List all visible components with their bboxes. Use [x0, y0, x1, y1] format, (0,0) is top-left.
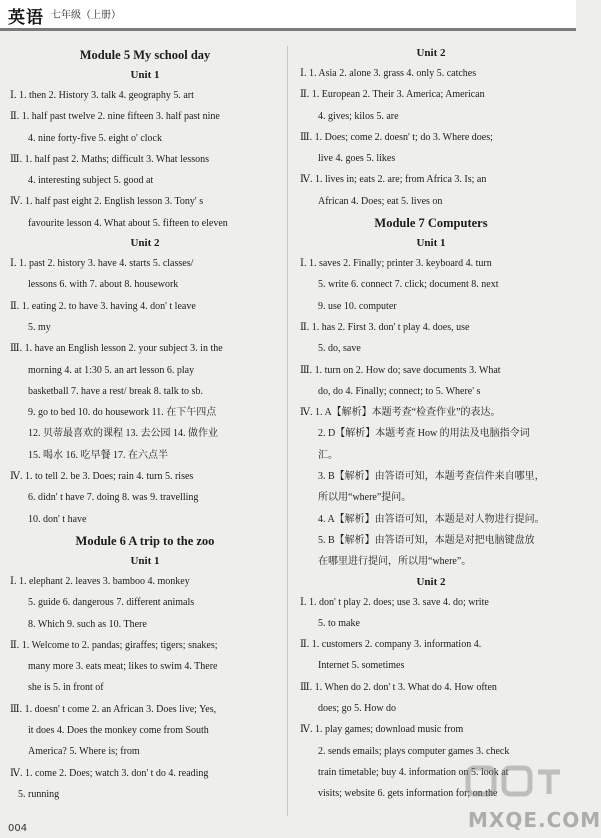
unit-title: Unit 2: [130, 237, 160, 250]
answer-line: Ⅱ. 1. eating 2. to have 3. having 4. don' t leave: [10, 300, 196, 312]
module-title: Module 7 Computers: [374, 216, 488, 231]
answer-line: 5. do, save: [318, 343, 361, 355]
answer-line: 5. to make: [318, 617, 360, 629]
answer-line: 5. write 6. connect 7. click; document 8. next: [318, 279, 499, 291]
answer-line: Ⅲ. 1. Does; come 2. doesn' t; do 3. Where does;: [300, 131, 493, 143]
answer-line: visits; website 6. gets information for; on the: [318, 788, 498, 800]
unit-title: Unit 2: [416, 47, 446, 59]
left-column: [10, 44, 280, 805]
answer-line: Ⅱ. 1. Welcome to 2. pandas; giraffes; tigers; snakes;: [10, 639, 218, 651]
answer-line: Ⅲ. 1. half past 2. Maths; difficult 3. What lessons: [10, 153, 209, 165]
answer-line: 4. nine forty-five 5. eight o' clock: [28, 132, 162, 144]
answer-line: Ⅲ. 1. turn on 2. How do; save documents 3. What: [300, 364, 501, 376]
answer-line: Ⅳ. 1. to tell 2. be 3. Does; rain 4. turn 5. rises: [10, 471, 194, 483]
answer-line: Ⅱ. 1. half past twelve 2. nine fifteen 3. half past nine: [10, 111, 220, 123]
page-header: [0, 0, 576, 28]
answer-line: Ⅲ. 1. When do 2. don' t 3. What do 4. How often: [300, 681, 497, 693]
answer-line: Ⅳ. 1. lives in; eats 2. are; from Africa 3. Is; an: [300, 174, 487, 186]
answer-line: America? 5. Where is; from: [28, 746, 140, 758]
answer-line: lessons 6. with 7. about 8. housework: [28, 279, 179, 291]
answer-line: Ⅰ. 1. Asia 2. alone 3. grass 4. only 5. catches: [300, 68, 477, 79]
answer-line: 5. guide 6. dangerous 7. different animals: [28, 597, 195, 609]
answer-line: Ⅲ. 1. doesn' t come 2. an African 3. Does live; Yes,: [10, 703, 217, 715]
right-column: [300, 44, 562, 805]
answer-line: it does 4. Does the monkey come from South: [28, 725, 209, 737]
answer-line: Ⅰ. 1. saves 2. Finally; printer 3. keyboard 4. turn: [300, 258, 492, 270]
answer-line: Ⅳ. 1. play games; download music from: [300, 724, 464, 736]
answer-line: favourite lesson 4. What about 5. fifteen to eleven: [28, 217, 228, 229]
answer-line: does; go 5. How do: [318, 703, 397, 715]
answer-line: 8. Which 9. such as 10. There: [28, 618, 147, 630]
answer-line: Ⅱ. 1. customers 2. company 3. information 4.: [300, 639, 482, 651]
answer-line: 汇。: [318, 449, 338, 461]
unit-title: Unit 2: [416, 575, 446, 588]
answer-line: African 4. Does; eat 5. lives on: [318, 195, 443, 207]
answer-line: many more 3. eats meat; likes to swim 4. There: [28, 661, 218, 673]
answer-line: 2. sends emails; plays computer games 3. check: [318, 745, 510, 757]
header-rule: [0, 28, 576, 31]
answer-line: 所以用“where”提问。: [318, 492, 412, 504]
watermark-text: MXQE.COM: [468, 808, 601, 832]
answer-line: 4. A【解析】由答语可知，本题是对人物进行提问。: [318, 513, 545, 525]
answer-line: 2. D【解析】本题考查 How 的用法及电脑指令词: [318, 428, 530, 440]
answer-line: Ⅱ. 1. has 2. First 3. don' t play 4. does, use: [300, 321, 470, 333]
answer-line: 4. gives; kilos 5. are: [318, 110, 399, 122]
answer-line: 5. B【解析】由答语可知，本题是对把电脑键盘放: [318, 534, 535, 546]
answer-line: Ⅱ. 1. European 2. Their 3. America; American: [300, 89, 485, 101]
answer-line: 12. 贝蒂最喜欢的课程 13. 去公园 14. 做作业: [28, 428, 218, 440]
unit-title: Unit 1: [130, 69, 160, 81]
answer-line: morning 4. at 1:30 5. an art lesson 6. play: [28, 364, 195, 376]
answer-line: 5. my: [28, 321, 51, 333]
answer-line: Ⅰ. 1. don' t play 2. does; use 3. save 4. do; write: [300, 596, 489, 608]
answer-line: Ⅳ. 1. half past eight 2. English lesson 3. Tony' s: [10, 196, 204, 208]
answer-line: Ⅲ. 1. have an English lesson 2. your subject 3. in the: [10, 343, 223, 355]
answer-line: 5. running: [18, 788, 60, 800]
answer-line: 6. didn' t have 7. doing 8. was 9. travelling: [28, 492, 199, 504]
column-divider: [287, 46, 288, 816]
answer-line: she is 5. in front of: [28, 682, 104, 694]
module-title: Module 5 My school day: [79, 48, 211, 62]
subject-title: 英语: [8, 8, 44, 28]
answer-line: Ⅰ. 1. elephant 2. leaves 3. bamboo 4. monkey: [10, 575, 190, 587]
answer-line: basketball 7. have a rest/ break 8. talk to sb.: [28, 385, 203, 397]
answer-line: 15. 喝水 16. 吃早餐 17. 在六点半: [28, 449, 168, 461]
answer-line: Ⅳ. 1. A【解析】本题考查“检查作业”的表达。: [300, 407, 501, 419]
answer-line: Ⅰ. 1. then 2. History 3. talk 4. geography 5. art: [10, 90, 194, 101]
module-title: Module 6 A trip to the zoo: [75, 533, 215, 548]
answer-line: 4. interesting subject 5. good at: [28, 175, 154, 187]
page-number: 004: [8, 823, 28, 834]
answer-line: Internet 5. sometimes: [318, 660, 405, 672]
answer-line: Ⅰ. 1. past 2. history 3. have 4. starts 5. classes/: [10, 258, 194, 270]
answer-line: do, do 4. Finally; connect; to 5. Where' s: [318, 385, 481, 397]
grade-label: 七年级（上册）: [51, 10, 121, 21]
answer-line: 10. don' t have: [28, 513, 87, 525]
answer-line: Ⅳ. 1. come 2. Does; watch 3. don' t do 4. reading: [10, 767, 209, 779]
answer-line: train timetable; buy 4. information on 5. look at: [318, 766, 509, 778]
unit-title: Unit 1: [130, 554, 160, 567]
answer-line: 在哪里进行提问，所以用“where”。: [318, 556, 472, 568]
answer-line: 9. use 10. computer: [318, 300, 397, 312]
answer-line: 3. B【解析】由答语可知，本题考查信件来自哪里，: [318, 471, 545, 483]
answer-line: 9. go to bed 10. do housework 11. 在下午四点: [28, 407, 217, 419]
answer-line: live 4. goes 5. likes: [318, 153, 396, 165]
unit-title: Unit 1: [416, 237, 446, 250]
